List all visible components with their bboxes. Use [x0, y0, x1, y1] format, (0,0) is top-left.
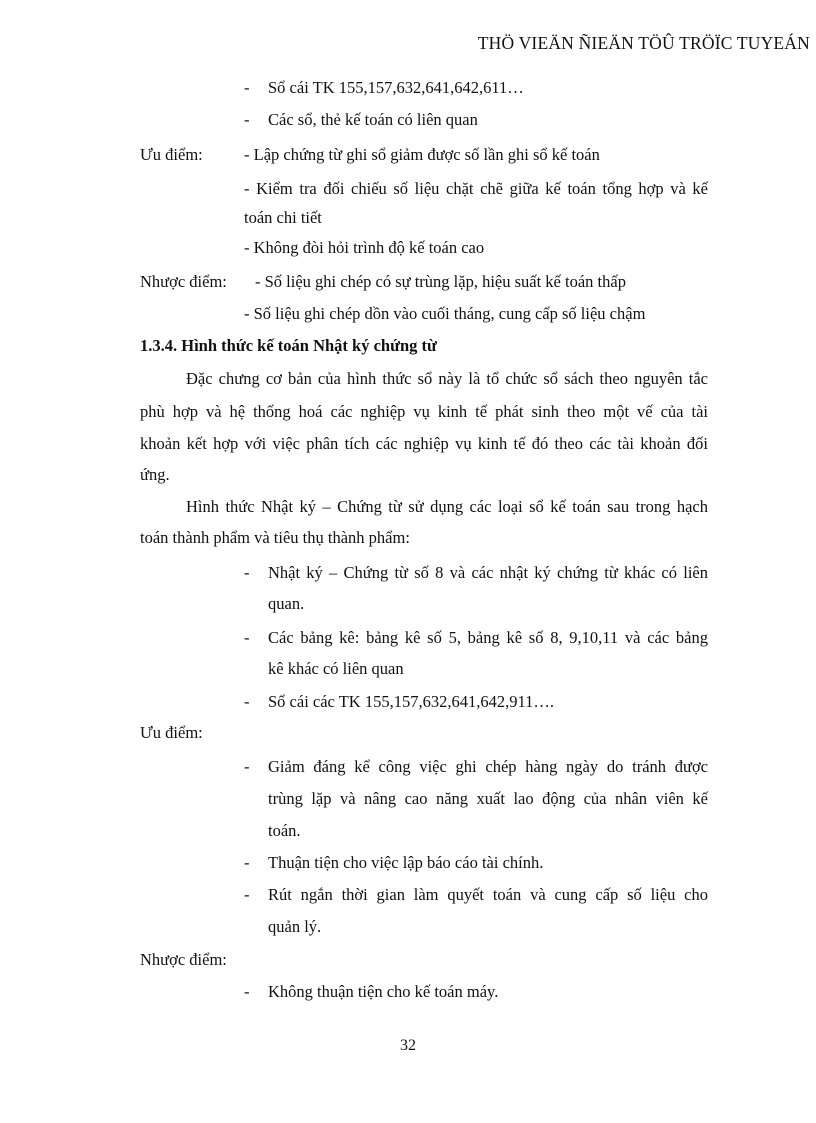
list-item: Giảm đáng kể công việc ghi chép hàng ngày do tránh được	[268, 757, 708, 776]
paragraph-line: khoản kết hợp với việc phân tích các nghiệp vụ kinh tế đó theo các tài khoản đối	[140, 434, 708, 453]
bullet-dash: -	[244, 78, 250, 97]
bullet-dash: -	[244, 885, 250, 904]
bullet-dash: -	[244, 982, 250, 1001]
disadvantage-point: - Số liệu ghi chép có sự trùng lặp, hiệu suất kế toán thấp	[255, 272, 626, 291]
paragraph-line: Hình thức Nhật ký – Chứng từ sử dụng các loại sổ kế toán sau trong hạch	[186, 497, 708, 516]
advantage-point: - Kiểm tra đối chiếu số liệu chặt chẽ giữa kế toán tổng hợp và kế	[244, 179, 708, 198]
list-item: quản lý.	[268, 917, 322, 936]
list-item: Nhật ký – Chứng từ số 8 và các nhật ký chứng từ khác có liên	[268, 563, 708, 582]
list-item: trùng lặp và nâng cao năng xuất lao động của nhân viên kế	[268, 789, 708, 808]
advantage-point: - Không đòi hỏi trình độ kế toán cao	[244, 238, 485, 257]
advantage-point: toán chi tiết	[244, 208, 322, 227]
list-item: Sổ cái TK 155,157,632,641,642,611…	[268, 78, 524, 97]
disadvantages-label: Nhược điểm:	[140, 272, 227, 291]
list-item: kê khác có liên quan	[268, 659, 404, 678]
list-item: Không thuận tiện cho kế toán máy.	[268, 982, 499, 1001]
paragraph-line: Đặc chưng cơ bản của hình thức sổ này là tổ chức sổ sách theo nguyên tắc	[186, 369, 708, 388]
bullet-dash: -	[244, 757, 250, 776]
page-number: 32	[400, 1037, 416, 1054]
bullet-dash: -	[244, 563, 250, 582]
bullet-dash: -	[244, 692, 250, 711]
bullet-dash: -	[244, 628, 250, 647]
advantages-label: Ưu điểm:	[140, 145, 203, 164]
advantage-point: - Lập chứng từ ghi sổ giảm được số lần ghi sổ kế toán	[244, 145, 600, 164]
list-item: Các sổ, thẻ kế toán có liên quan	[268, 110, 478, 129]
list-item: Sổ cái các TK 155,157,632,641,642,911….	[268, 692, 554, 711]
list-item: Các bảng kê: bảng kê số 5, bảng kê số 8, 9,10,11 và các bảng	[268, 628, 708, 647]
paragraph-line: phù hợp và hệ thống hoá các nghiệp vụ kinh tế phát sinh theo một vế của tài	[140, 402, 708, 421]
list-item: Thuận tiện cho việc lập báo cáo tài chính.	[268, 853, 544, 872]
list-item: toán.	[268, 821, 301, 840]
section-heading: 1.3.4. Hình thức kế toán Nhật ký chứng từ	[140, 336, 437, 355]
list-item: quan.	[268, 594, 305, 613]
page-header: THÖ VIEÄN ÑIEÄN TÖÛ TRÖÏC TUYEÁN	[477, 33, 810, 53]
paragraph-line: ứng.	[140, 465, 170, 484]
list-item: Rút ngắn thời gian làm quyết toán và cung cấp số liệu cho	[268, 885, 708, 904]
advantages-label: Ưu điểm:	[140, 723, 203, 742]
disadvantage-point: - Số liệu ghi chép dồn vào cuối tháng, cung cấp số liệu chậm	[244, 304, 646, 323]
bullet-dash: -	[244, 853, 250, 872]
paragraph-line: toán thành phẩm và tiêu thụ thành phẩm:	[140, 528, 410, 547]
bullet-dash: -	[244, 110, 250, 129]
disadvantages-label: Nhược điểm:	[140, 950, 227, 969]
